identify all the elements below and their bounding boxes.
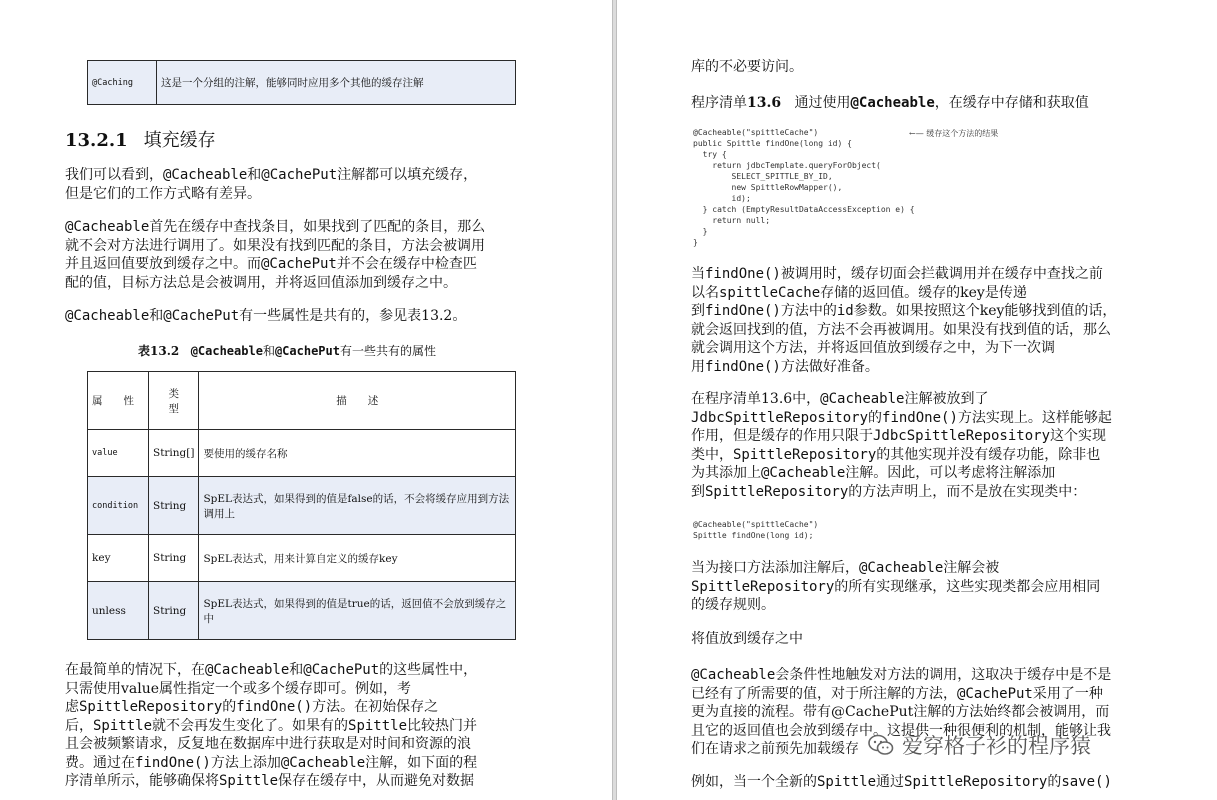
para-continuation: 库的不必要访问。 — [691, 59, 803, 75]
table-row: unless String SpEL表达式，如果得到的值是true的话，返回值不会放到缓存之中 — [88, 582, 516, 640]
para-shared-attrs: @Cacheable和@CachePut有一些属性是共有的，参见表13.2。 — [65, 308, 467, 324]
table-caption: 表13.2 @Cacheable和@CachePut有一些共有的属性 — [138, 344, 436, 358]
para-simplest-case: 在最简单的情况下，在@Cacheable和@CachePut的这些属性中， 只需使用value属性指定一个或多个缓存即可。例如，考 虑SpittleRepository的findOne()方法。在初始保存之 后，Spittle就不会再发生变化了。如果有的Spittle比较热门并 且会被频繁请求，反复地在数据库中进行获取是对时间和资源的浪 费。通过在findOne()方法上添加@Cacheable注解，如下面的程 序清单所示，能够确保将Spittle保存在缓存中，从而避免对数据 — [65, 662, 478, 789]
code-interface-snippet: @Cacheable("spittleCache") Spittle findOne(long id); — [693, 520, 819, 540]
caching-key: @Caching — [88, 61, 157, 105]
para-cacheput: @Cacheable会条件性地触发对方法的调用，这取决于缓存中是不是 已经有了所需要的值，对于所注解的方法，@CachePut采用了一种 更为直接的流程。带有@CachePut注解的方法始终都会被调用，而 且它的返回值也会放到缓存中。这提供一种很便利的机制，能够让我 们在请求之前预先加载缓存 — [691, 667, 1112, 757]
code-annotation: ←— 缓存这个方法的结果 — [909, 129, 999, 138]
para-cacheable-vs-cacheput: @Cacheable首先在缓存中查找条目，如果找到了匹配的条目，那么 就不会对方法进行调用了。如果没有找到匹配的条目，方法会被调用 并且返回值要放到缓存之中。而@CachePut并不会在缓存中检查匹 配的值，目标方法总是会被调用，并将返回值添加到缓存之中。 — [65, 219, 486, 291]
caching-table — [87, 60, 516, 105]
section-number: 13.2.1 — [65, 130, 128, 151]
section-heading — [65, 126, 216, 152]
header-type: 类 型 — [149, 372, 199, 430]
listing-caption: 程序清单13.6 通过使用@Cacheable，在缓存中存储和获取值 — [691, 95, 1089, 111]
code-listing-13-6: @Cacheable("spittleCache") public Spittle findOne(long id) { try { return jdbcTemplate.queryForObject( SELECT_SPITTLE_BY_ID, new SpittleRowMapper(), id); } catch (EmptyResultDataAccessException e) { return null; } } — [693, 128, 915, 247]
right-page — [617, 0, 1217, 800]
para-example-save: 例如，当一个全新的Spittle通过SpittleRepository的save() — [691, 774, 1112, 790]
table-row: value String[] 要使用的缓存名称 — [88, 430, 516, 477]
watermark-text: 爱穿格子衫的程序猿 — [902, 734, 1091, 758]
arrow-left-icon: ←— — [909, 129, 924, 138]
section-title: 填充缓存 — [143, 130, 216, 151]
para-jdbc-repository: 在程序清单13.6中，@Cacheable注解被放到了 JdbcSpittleRepository的findOne()方法实现上。这样能够起 作用，但是缓存的作用只限于JdbcSpittleRepository这个实现 类中，SpittleRepository的其他实现并没有缓存功能，除非也 为其添加上@Cacheable注解。因此，可以考虑将注解添加 到SpittleRepository的方法声明上，而不是放在实现类中： — [691, 391, 1112, 500]
subheading-put-values: 将值放到缓存之中 — [691, 631, 803, 647]
table-row: condition String SpEL表达式，如果得到的值是false的话，不会将缓存应用到方法调用上 — [88, 477, 516, 535]
watermark — [868, 730, 1091, 760]
para-findone-called: 当findOne()被调用时，缓存切面会拦截调用并在缓存中查找之前 以名spittleCache存储的返回值。缓存的key是传递 到findOne()方法中的id参数。如果按照这个key能够找到值的话， 就会返回找到的值，方法不会再被调用。如果没有找到值的话，那么 就会调用这个方法，并将返回值放到缓存之中，为下一次调 用findOne()方法做好准备。 — [691, 266, 1117, 375]
attributes-table — [87, 371, 516, 640]
header-desc: 描 述 — [199, 372, 516, 430]
table-header-row — [88, 372, 516, 430]
para-intro: 我们可以看到，@Cacheable和@CachePut注解都可以填充缓存， 但是它们的工作方式略有差异。 — [65, 167, 478, 202]
para-interface-annotation: 当为接口方法添加注解后，@Cacheable注解会被 SpittleRepository的所有实现继承，这些实现类都会应用相同 的缓存规则。 — [691, 560, 1101, 613]
header-attr: 属 性 — [88, 372, 149, 430]
table-row: key String SpEL表达式，用来计算自定义的缓存key — [88, 535, 516, 582]
wechat-icon — [868, 734, 894, 756]
caching-desc: 这是一个分组的注解，能够同时应用多个其他的缓存注解 — [157, 61, 516, 105]
